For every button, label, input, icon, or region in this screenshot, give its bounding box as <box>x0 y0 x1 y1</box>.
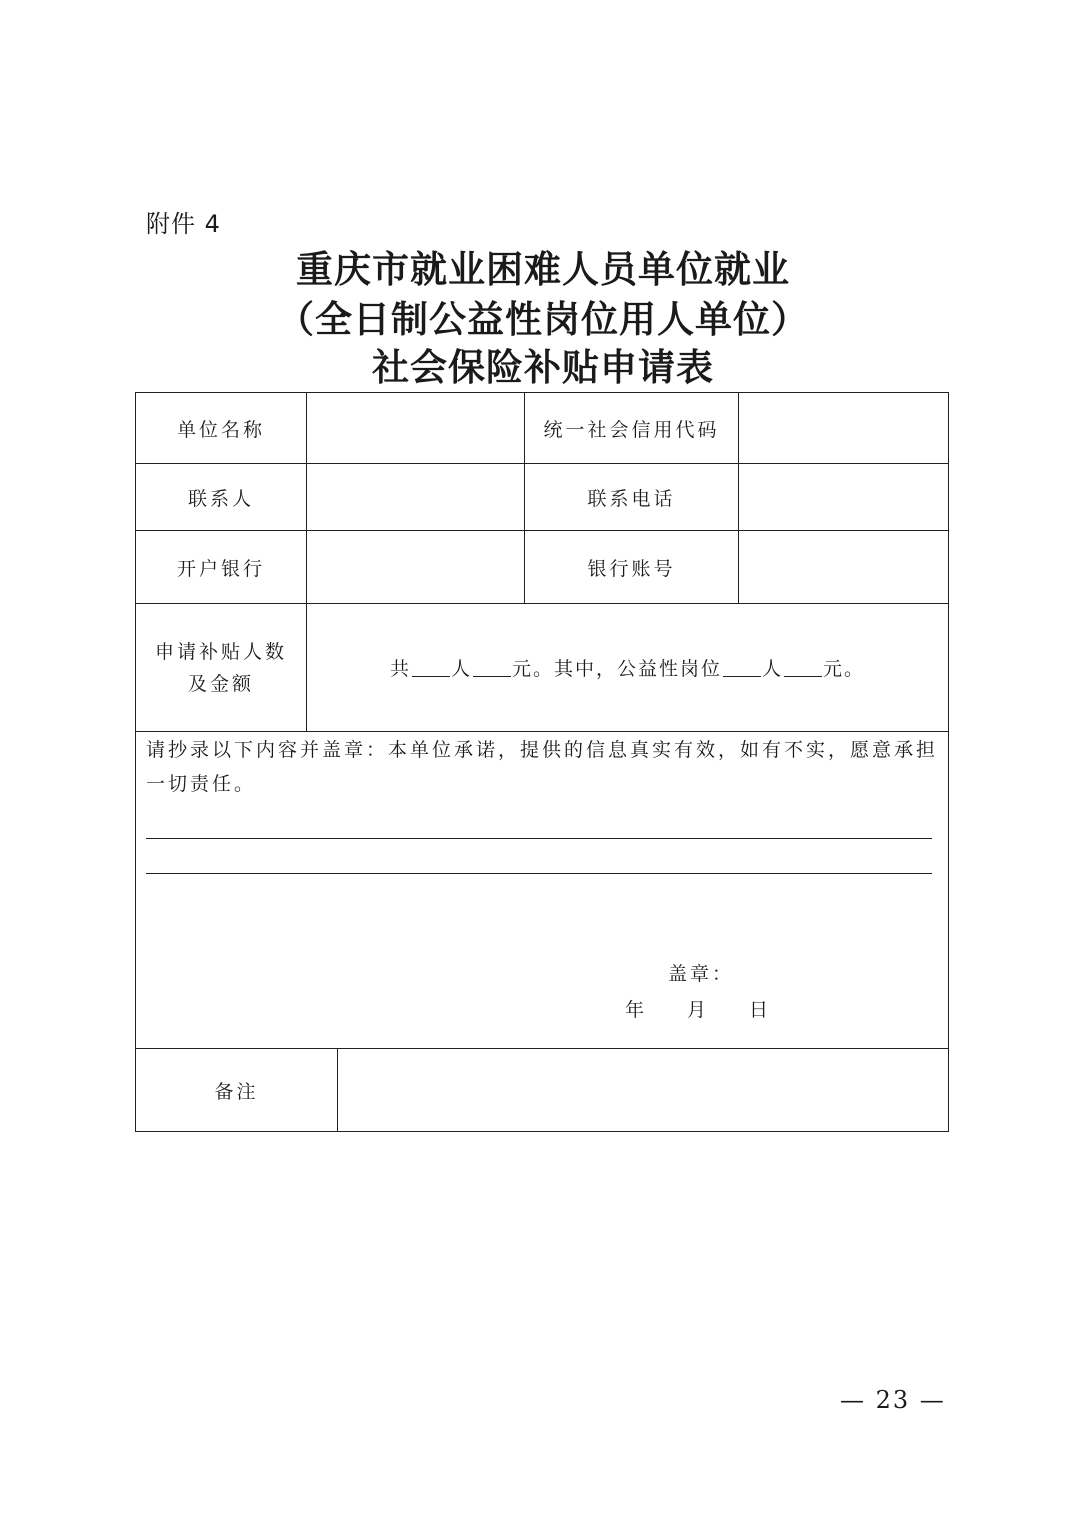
people-unit: 人 <box>762 658 784 680</box>
application-form-table <box>135 392 949 1132</box>
form-title-line-1: 重庆市就业困难人员单位就业 <box>296 247 790 291</box>
public-post-amount-blank[interactable] <box>784 658 822 677</box>
copy-line-2[interactable] <box>146 873 932 874</box>
applicants-label <box>136 604 306 731</box>
unit-name-field[interactable] <box>307 393 524 463</box>
seal-label: 盖章： <box>668 963 735 985</box>
applicants-label-line-2: 及金额 <box>187 672 254 695</box>
total-people-blank[interactable] <box>412 658 450 677</box>
total-amount-blank[interactable] <box>473 658 511 677</box>
public-post-text: 元。其中，公益性岗位 <box>511 658 722 680</box>
applicants-amount-field <box>307 604 948 731</box>
bank-label: 开户银行 <box>176 557 265 580</box>
remarks-label: 备注 <box>214 1081 259 1103</box>
pledge-text: 请抄录以下内容并盖章：本单位承诺，提供的信息真实有效，如有不实，愿意承担一切责任。 <box>146 739 939 795</box>
credit-code-label: 统一社会信用代码 <box>543 418 720 441</box>
row-divider <box>136 731 948 732</box>
date-month: 月 <box>687 999 710 1021</box>
phone-field[interactable] <box>739 464 948 530</box>
public-post-people-blank[interactable] <box>723 658 761 677</box>
account-label: 银行账号 <box>587 557 676 580</box>
attachment-label: 附件 4 <box>146 210 221 238</box>
people-unit: 人 <box>450 658 472 680</box>
date-day: 日 <box>749 999 772 1021</box>
credit-code-field[interactable] <box>739 393 948 463</box>
contact-label: 联系人 <box>187 487 254 510</box>
date-year: 年 <box>625 999 648 1021</box>
total-prefix: 共 <box>389 658 411 680</box>
form-title-line-3: 社会保险补贴申请表 <box>372 345 714 389</box>
copy-line-1[interactable] <box>146 838 932 839</box>
page-number: — 23 — <box>840 1386 946 1414</box>
bank-field[interactable] <box>307 531 524 603</box>
yuan-unit: 元。 <box>823 658 866 680</box>
contact-field[interactable] <box>307 464 524 530</box>
date-line <box>625 995 771 1022</box>
unit-name-label: 单位名称 <box>176 418 265 441</box>
form-title-line-2: （全日制公益性岗位用人单位） <box>277 297 809 341</box>
phone-label: 联系电话 <box>587 487 676 510</box>
applicants-label-line-1: 申请补贴人数 <box>154 640 287 663</box>
remarks-field[interactable] <box>338 1049 948 1132</box>
account-field[interactable] <box>739 531 948 603</box>
